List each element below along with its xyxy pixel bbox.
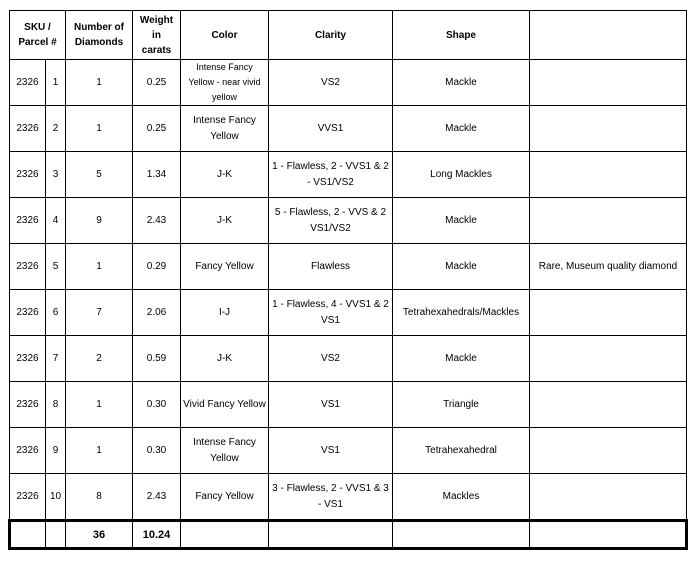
diamonds-cell: 2 — [66, 336, 133, 382]
table-row — [10, 428, 687, 474]
diamonds-cell: 1 — [66, 244, 133, 290]
parcel-cell: 10 — [46, 474, 66, 521]
color-cell: Intense Fancy Yellow — [181, 428, 269, 474]
diamonds-cell: 5 — [66, 152, 133, 198]
parcel-cell: 8 — [46, 382, 66, 428]
total-diamonds: 36 — [66, 521, 133, 549]
weight-cell: 0.30 — [133, 428, 181, 474]
shape-header: Shape — [393, 11, 530, 60]
notes-cell — [530, 382, 687, 428]
sku-parcel-header — [10, 11, 66, 60]
shape-cell: Mackles — [393, 474, 530, 521]
diamonds-cell: 1 — [66, 106, 133, 152]
shape-cell: Mackle — [393, 198, 530, 244]
sku-header-line2: Parcel # — [18, 37, 57, 48]
parcel-cell: 7 — [46, 336, 66, 382]
sku-cell: 2326 — [10, 60, 46, 106]
parcel-cell: 4 — [46, 198, 66, 244]
table-row — [10, 336, 687, 382]
color-cell: Intense Fancy Yellow — [181, 106, 269, 152]
table-row — [10, 198, 687, 244]
sku-cell: 2326 — [10, 428, 46, 474]
sku-header-line1: SKU / — [24, 22, 51, 33]
notes-header — [530, 11, 687, 60]
shape-cell: Tetrahexahedral — [393, 428, 530, 474]
sku-cell: 2326 — [10, 336, 46, 382]
notes-cell — [530, 198, 687, 244]
clarity-cell: VS2 — [269, 336, 393, 382]
weight-cell: 0.25 — [133, 60, 181, 106]
parcel-cell: 1 — [46, 60, 66, 106]
sku-cell: 2326 — [10, 290, 46, 336]
table-row — [10, 152, 687, 198]
clarity-cell: 5 - Flawless, 2 - VVS & 2 VS1/VS2 — [269, 198, 393, 244]
color-cell: J-K — [181, 198, 269, 244]
notes-cell — [530, 290, 687, 336]
parcel-cell: 3 — [46, 152, 66, 198]
notes-cell — [530, 336, 687, 382]
weight-header-line2: carats — [141, 44, 172, 56]
totals-section — [10, 521, 687, 549]
notes-cell — [530, 106, 687, 152]
table-row — [10, 60, 687, 106]
color-cell: Vivid Fancy Yellow — [181, 382, 269, 428]
totals-empty-cell — [530, 521, 687, 549]
table-body — [10, 60, 687, 521]
diamonds-header-line1: Number of — [74, 22, 124, 33]
weight-cell: 2.43 — [133, 474, 181, 521]
table-row — [10, 106, 687, 152]
shape-cell: Tetrahexahedrals/Mackles — [393, 290, 530, 336]
weight-cell: 0.30 — [133, 382, 181, 428]
shape-cell: Triangle — [393, 382, 530, 428]
shape-cell: Mackle — [393, 60, 530, 106]
weight-cell: 2.06 — [133, 290, 181, 336]
sku-cell: 2326 — [10, 152, 46, 198]
table-header — [10, 11, 687, 60]
totals-row — [10, 521, 687, 549]
totals-empty-cell — [269, 521, 393, 549]
diamonds-cell: 9 — [66, 198, 133, 244]
table-row — [10, 474, 687, 521]
weight-cell: 2.43 — [133, 198, 181, 244]
weight-header — [133, 11, 181, 60]
sku-cell: 2326 — [10, 244, 46, 290]
color-cell: Fancy Yellow — [181, 474, 269, 521]
color-cell: Fancy Yellow — [181, 244, 269, 290]
table-row — [10, 290, 687, 336]
weight-cell: 1.34 — [133, 152, 181, 198]
notes-cell — [530, 474, 687, 521]
clarity-cell: Flawless — [269, 244, 393, 290]
header-row — [10, 11, 687, 60]
color-cell: Intense Fancy Yellow - near vivid yellow — [181, 60, 269, 106]
weight-cell: 0.25 — [133, 106, 181, 152]
clarity-header: Clarity — [269, 11, 393, 60]
shape-cell: Mackle — [393, 336, 530, 382]
table-row — [10, 244, 687, 290]
shape-cell: Mackle — [393, 244, 530, 290]
color-header: Color — [181, 11, 269, 60]
notes-cell — [530, 152, 687, 198]
total-weight: 10.24 — [133, 521, 181, 549]
diamonds-header — [66, 11, 133, 60]
color-cell: I-J — [181, 290, 269, 336]
sku-cell: 2326 — [10, 106, 46, 152]
clarity-cell: VVS1 — [269, 106, 393, 152]
clarity-cell: 1 - Flawless, 4 - VVS1 & 2 VS1 — [269, 290, 393, 336]
diamonds-cell: 1 — [66, 382, 133, 428]
parcel-cell: 9 — [46, 428, 66, 474]
clarity-cell: 1 - Flawless, 2 - VVS1 & 2 - VS1/VS2 — [269, 152, 393, 198]
sku-cell: 2326 — [10, 474, 46, 521]
parcel-cell: 2 — [46, 106, 66, 152]
diamonds-cell: 1 — [66, 428, 133, 474]
weight-header-line1: Weight in — [139, 14, 174, 41]
color-cell: J-K — [181, 336, 269, 382]
diamonds-cell: 8 — [66, 474, 133, 521]
sku-cell: 2326 — [10, 382, 46, 428]
clarity-cell: VS1 — [269, 382, 393, 428]
totals-empty-cell — [181, 521, 269, 549]
sku-cell: 2326 — [10, 198, 46, 244]
table-row — [10, 382, 687, 428]
notes-cell — [530, 428, 687, 474]
notes-cell — [530, 60, 687, 106]
diamonds-cell: 1 — [66, 60, 133, 106]
totals-empty-cell — [46, 521, 66, 549]
parcel-cell: 6 — [46, 290, 66, 336]
totals-empty-cell — [10, 521, 46, 549]
notes-cell: Rare, Museum quality diamond — [530, 244, 687, 290]
totals-empty-cell — [393, 521, 530, 549]
color-cell: J-K — [181, 152, 269, 198]
diamonds-header-line2: Diamonds — [74, 37, 124, 48]
parcel-cell: 5 — [46, 244, 66, 290]
clarity-cell: VS2 — [269, 60, 393, 106]
clarity-cell: 3 - Flawless, 2 - VVS1 & 3 - VS1 — [269, 474, 393, 521]
shape-cell: Mackle — [393, 106, 530, 152]
diamonds-cell: 7 — [66, 290, 133, 336]
weight-cell: 0.59 — [133, 336, 181, 382]
clarity-cell: VS1 — [269, 428, 393, 474]
parcel-table — [8, 10, 688, 550]
weight-cell: 0.29 — [133, 244, 181, 290]
shape-cell: Long Mackles — [393, 152, 530, 198]
